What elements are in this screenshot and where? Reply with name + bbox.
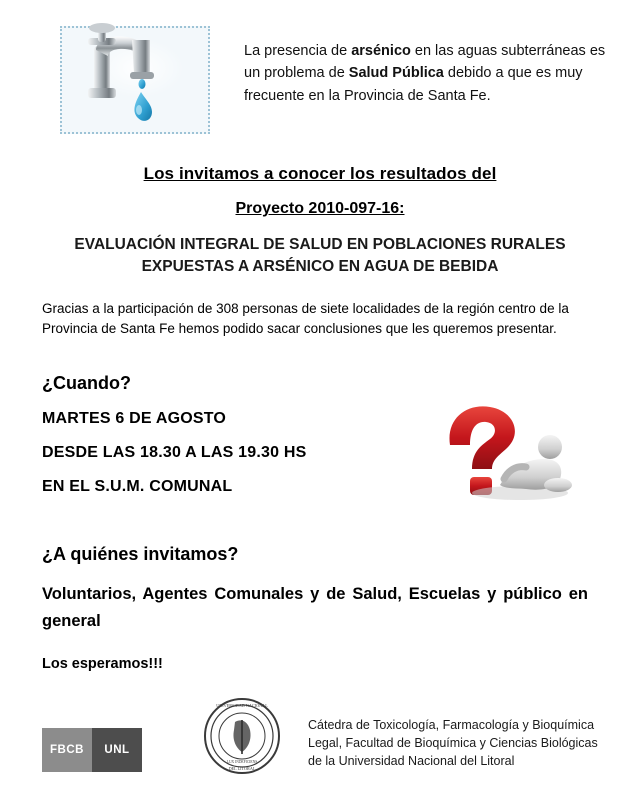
header-text-part-1: La presencia de xyxy=(244,43,352,59)
svg-text:UNIVERSIDAD NACIONAL: UNIVERSIDAD NACIONAL xyxy=(216,703,268,708)
university-seal-icon xyxy=(202,696,282,776)
svg-text:DEL LITORAL: DEL LITORAL xyxy=(228,766,256,771)
when-place: EN EL S.U.M. COMUNAL xyxy=(42,478,233,496)
header-paragraph xyxy=(230,18,610,107)
header-text-part-2: en las aguas subterráneas es un problema de xyxy=(244,43,606,82)
project-title: EVALUACIÓN INTEGRAL DE SALUD EN POBLACIONES RURALES EXPUESTAS A ARSÉNICO EN AGUA DE BEBIDA xyxy=(74,236,566,276)
header-text-bold-arsenico: arsénico xyxy=(351,43,411,59)
header-text-bold-salud-publica: Salud Pública xyxy=(348,65,444,82)
footer-credits: Cátedra de Toxicología, Farmacología y Bioquímica Legal, Facultad de Bioquímica y Ciencias Biológicas de la Universidad Nacional del Litoral xyxy=(308,717,598,768)
closing-line: Los esperamos!!! xyxy=(42,656,163,673)
who-heading: ¿A quiénes invitamos? xyxy=(42,544,239,565)
who-body: Voluntarios, Agentes Comunales y de Salud, Escuelas y público en general xyxy=(42,585,588,630)
faucet-dripping-icon xyxy=(66,20,196,138)
header-text-part-3: debido a que es muy frecuente en la Provincia de Santa Fe. xyxy=(244,65,583,104)
who-section xyxy=(0,544,640,672)
faucet-illustration xyxy=(50,18,230,138)
question-mark-person-icon xyxy=(430,393,580,503)
unl-logo: UNL xyxy=(92,728,142,772)
project-code: Proyecto 2010-097-16: xyxy=(235,200,405,217)
when-date: MARTES 6 DE AGOSTO xyxy=(42,410,227,428)
when-section xyxy=(0,373,640,508)
institution-logos xyxy=(42,728,142,772)
invitation-headline: Los invitamos a conocer los resultados del xyxy=(143,164,497,183)
when-time: DESDE LAS 18.30 A LAS 19.30 HS xyxy=(42,444,307,462)
when-heading: ¿Cuando? xyxy=(42,373,131,394)
invitation-block xyxy=(0,164,640,279)
participation-paragraph: Gracias a la participación de 308 personas de siete localidades de la región centro de la Provincia de Santa Fe hemos podido sacar conclusiones que les queremos presentar. xyxy=(42,300,569,337)
svg-text:LUX INDEFICIENS: LUX INDEFICIENS xyxy=(226,760,258,764)
fbcb-logo: FBCB xyxy=(42,728,92,772)
footer-section xyxy=(0,668,640,778)
header-section xyxy=(0,0,640,138)
